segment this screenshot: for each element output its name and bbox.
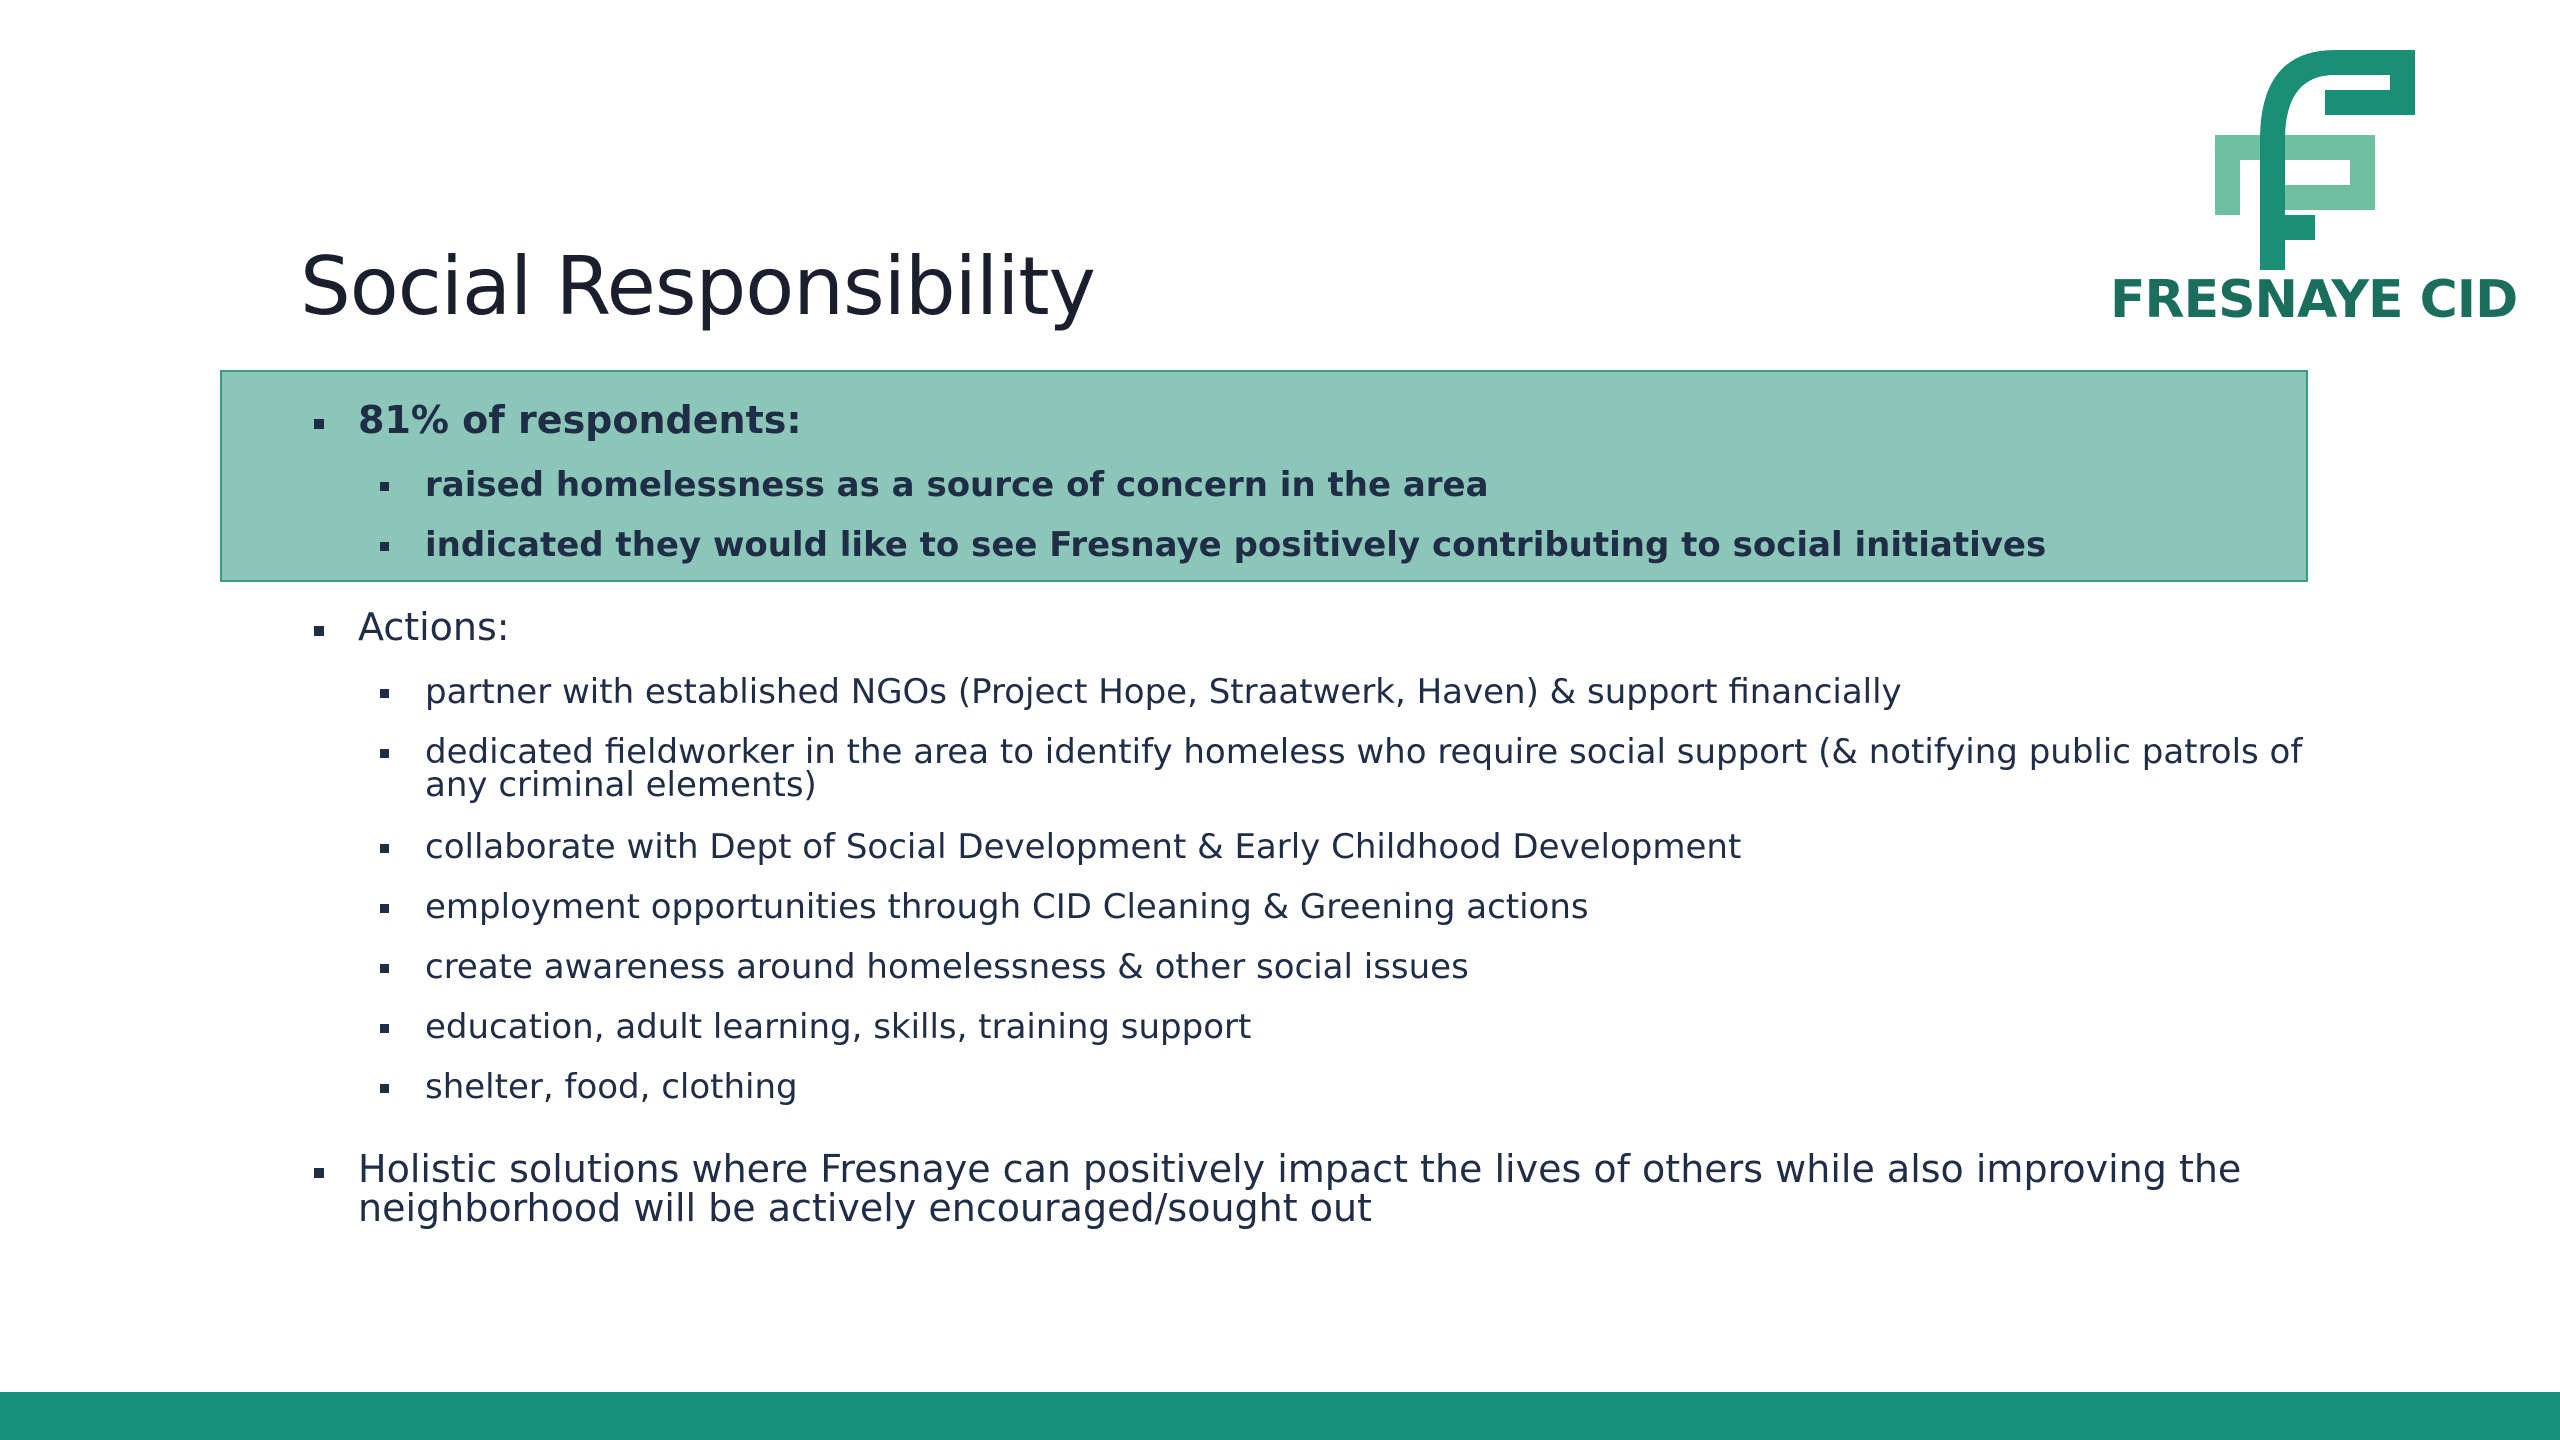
action-item: employment opportunities through CID Cleaning & Greening actions [425, 887, 1589, 927]
closing-statement: Holistic solutions where Fresnaye can positively impact the lives of others while also improving the [358, 1147, 2242, 1191]
actions-heading: Actions: [358, 605, 510, 649]
respondents-heading: 81% of respondents: [358, 398, 802, 442]
bullet-icon [380, 964, 389, 973]
action-item: partner with established NGOs (Project Hope, Straatwerk, Haven) & support financially [425, 672, 1902, 712]
action-item: create awareness around homelessness & other social issues [425, 947, 1469, 987]
action-item: collaborate with Dept of Social Development & Early Childhood Development [425, 827, 1742, 867]
bullet-icon [380, 1024, 389, 1033]
bullet-icon [380, 542, 389, 551]
bullet-icon [380, 749, 389, 758]
respondents-point: raised homelessness as a source of concern in the area [425, 465, 1489, 505]
action-item: dedicated fieldworker in the area to identify homeless who require social support (& notifying public patrols of [425, 732, 2303, 772]
footer-bar [0, 1392, 2560, 1440]
bullet-icon [314, 1168, 324, 1178]
bullet-icon [314, 626, 324, 636]
bullet-icon [380, 844, 389, 853]
slide-title: Social Responsibility [300, 240, 1096, 333]
bullet-icon [314, 419, 324, 429]
action-item: education, adult learning, skills, training support [425, 1007, 1252, 1047]
closing-statement-continued: neighborhood will be actively encouraged/sought out [358, 1186, 1372, 1230]
bullet-icon [380, 482, 389, 491]
action-item-continued: any criminal elements) [425, 765, 817, 805]
bullet-icon [380, 1084, 389, 1093]
logo-text: FRESNAYE CID [2110, 270, 2518, 330]
action-item: shelter, food, clothing [425, 1067, 798, 1107]
bullet-icon [380, 689, 389, 698]
bullet-icon [380, 904, 389, 913]
respondents-point: indicated they would like to see Fresnaye positively contributing to social initiatives [425, 525, 2047, 565]
